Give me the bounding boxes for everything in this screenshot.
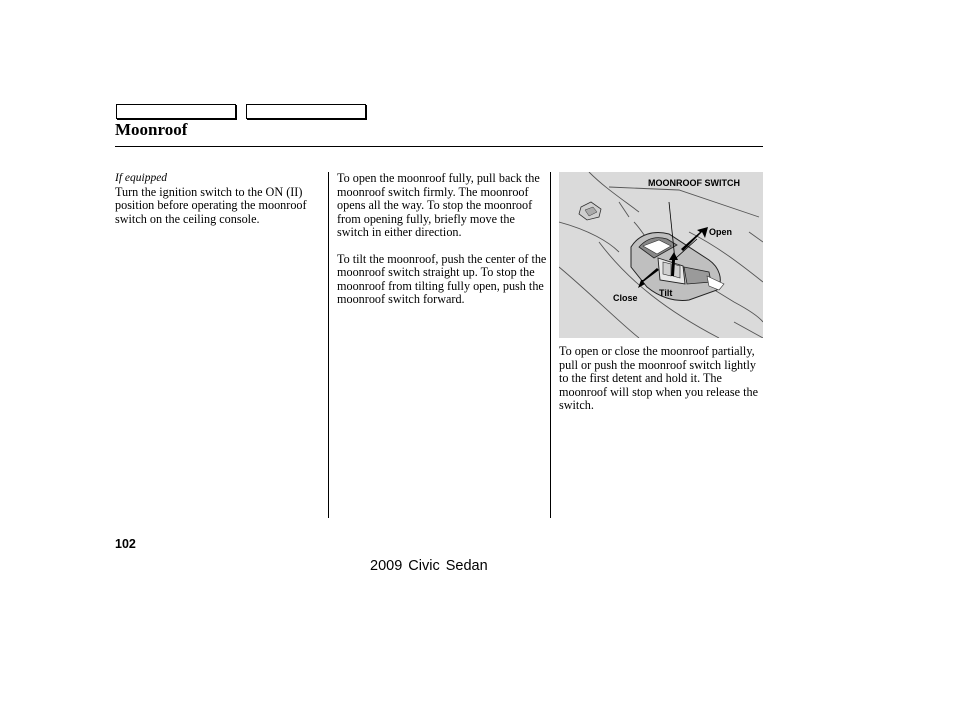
column-1 (115, 172, 320, 226)
column-2 (337, 172, 547, 307)
tilt-instruction: To tilt the moonroof, push the center of the moonroof switch straight up. To stop the moonroof from tilting fully open, push the moonroof switch forward. (337, 251, 547, 306)
column-divider-1 (328, 172, 329, 518)
label-tilt: Tilt (659, 288, 673, 298)
page-number: 102 (115, 537, 136, 551)
title-divider (115, 146, 763, 147)
moonroof-switch-illustration (559, 172, 763, 338)
column-divider-2 (550, 172, 551, 518)
nav-button-2[interactable] (246, 104, 366, 119)
nav-button-1[interactable] (116, 104, 236, 119)
label-close: Close (613, 293, 638, 303)
equipped-note: If equipped (115, 172, 168, 184)
moonroof-switch-drawing (559, 172, 763, 338)
partial-open-instruction: To open or close the moonroof partially, pull or push the moonroof switch lightly to the first detent and hold it. The moonroof will stop when you release the switch. (559, 344, 759, 412)
label-moonroof-switch: MOONROOF SWITCH (648, 178, 740, 188)
label-open: Open (709, 227, 733, 237)
open-fully-instruction: To open the moonroof fully, pull back the moonroof switch firmly. The moonroof opens all the way. To stop the moonroof from opening fully, briefly move the switch in either direction. (337, 171, 540, 239)
page-title: Moonroof (115, 120, 188, 139)
ignition-instruction: Turn the ignition switch to the ON (II) position before operating the moonroof switch on the ceiling console. (115, 184, 307, 226)
footer-model: 2009 Civic Sedan (370, 558, 488, 574)
column-3 (559, 345, 765, 413)
